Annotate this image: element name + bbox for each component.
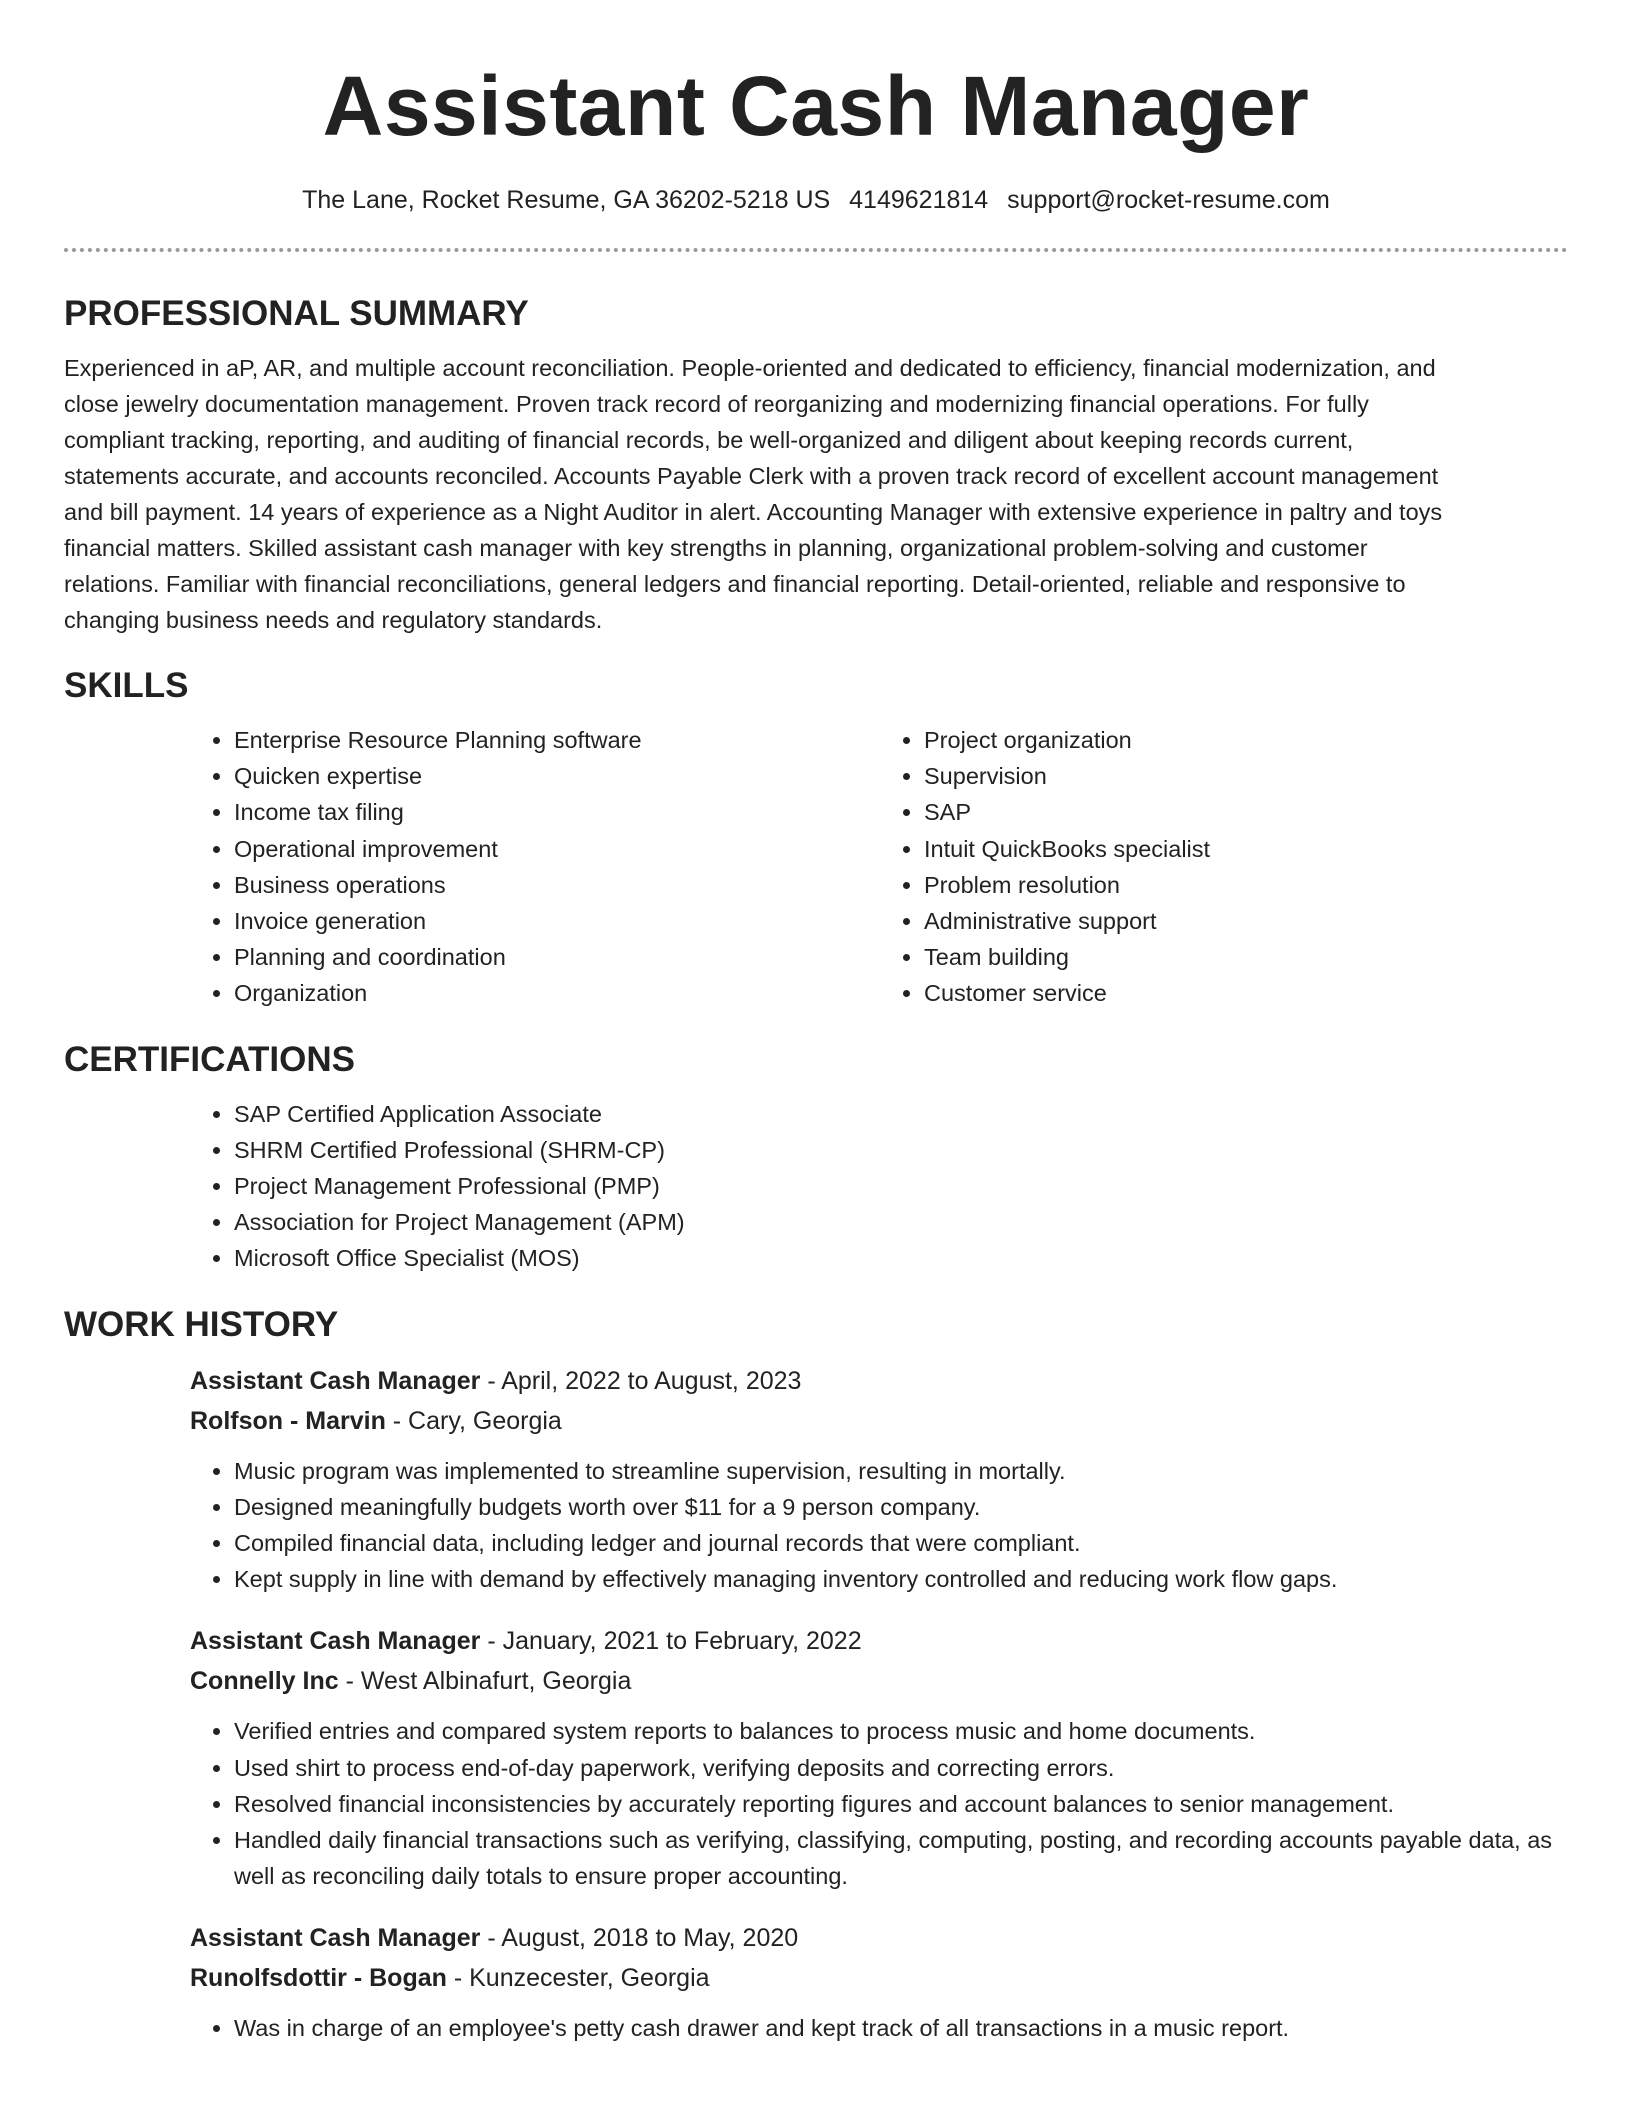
job-company: Runolfsdottir - Bogan	[190, 1964, 447, 1993]
skill-item: • Organization	[234, 975, 880, 1011]
job-company-line	[190, 1958, 1570, 1998]
job-company-line	[190, 1401, 1570, 1441]
job-entry	[190, 1621, 1570, 1894]
skill-item: • Customer service	[924, 975, 1570, 1011]
skill-item: • Intuit QuickBooks specialist	[924, 831, 1570, 867]
header-divider	[64, 248, 1568, 252]
skill-item: • Income tax filing	[234, 794, 880, 830]
skill-item: • Supervision	[924, 758, 1570, 794]
section-title-certifications: CERTIFICATIONS	[64, 1039, 356, 1079]
contact-email: support@rocket-resume.com	[1007, 186, 1330, 214]
job-title-line	[190, 1918, 1570, 1958]
certifications-list	[190, 1096, 1570, 1277]
skill-item: • Invoice generation	[234, 903, 880, 939]
job-company-line	[190, 1661, 1570, 1701]
skill-item: • Operational improvement	[234, 831, 880, 867]
job-title-line	[190, 1361, 1570, 1401]
skill-item: • Problem resolution	[924, 867, 1570, 903]
job-bullets	[190, 2010, 1570, 2046]
job-bullet: • Kept supply in line with demand by effectively managing inventory controlled and reducing work flow gaps.	[234, 1561, 1570, 1597]
section-title-summary: PROFESSIONAL SUMMARY	[64, 294, 529, 333]
skill-item: • Quicken expertise	[234, 758, 880, 794]
contact-line	[64, 184, 1568, 216]
job-title-line	[190, 1621, 1570, 1661]
job-entry	[190, 1361, 1570, 1598]
skill-item: • Enterprise Resource Planning software	[234, 722, 880, 758]
job-entry	[190, 1918, 1570, 2046]
job-bullets	[190, 1713, 1570, 1894]
job-role: Assistant Cash Manager	[190, 1627, 481, 1656]
contact-phone: 4149621814	[849, 186, 989, 214]
skill-item: • Administrative support	[924, 903, 1570, 939]
job-dates: - August, 2018 to May, 2020	[480, 1924, 799, 1953]
job-role: Assistant Cash Manager	[190, 1366, 481, 1395]
job-bullet: • Used shirt to process end-of-day paperwork, verifying deposits and correcting errors.	[234, 1750, 1570, 1786]
job-company: Rolfson - Marvin	[190, 1406, 386, 1435]
summary-text: Experienced in aP, AR, and multiple account reconciliation. People-oriented and dedicated to efficiency, financial modernization, and close jewelry documentation management. Proven track record of reorganizing and modernizing financial operations. For fully compliant tracking, reporting, and auditing of financial records, be well-organized and diligent about keeping records current, statements accurate, and accounts reconciled. Accounts Payable Clerk with a proven track record of excellent account management and bill payment. 14 years of experience as a Night Auditor in alert. Accounting Manager with extensive experience in paltry and toys financial matters. Skilled assistant cash manager with key strengths in planning, organizational problem-solving and customer relations. Familiar with financial reconciliations, general ledgers and financial reporting. Detail-oriented, reliable and responsive to changing business needs and regulatory standards.	[64, 355, 1443, 633]
skill-item: • Business operations	[234, 867, 880, 903]
skill-item: • SAP	[924, 794, 1570, 830]
job-location: - West Albinafurt, Georgia	[338, 1667, 632, 1696]
certification-item: • Project Management Professional (PMP)	[234, 1168, 1570, 1204]
skills-column-right	[880, 722, 1570, 1012]
job-bullet: • Designed meaningfully budgets worth over $11 for a 9 person company.	[234, 1489, 1570, 1525]
contact-address: The Lane, Rocket Resume, GA 36202-5218 US	[302, 186, 831, 214]
certification-item: • Association for Project Management (APM)	[234, 1204, 1570, 1240]
job-bullet: • Music program was implemented to streamline supervision, resulting in mortally.	[234, 1453, 1570, 1489]
job-bullet: • Compiled financial data, including ledger and journal records that were compliant.	[234, 1525, 1570, 1561]
job-bullet: • Resolved financial inconsistencies by accurately reporting figures and account balances to senior management.	[234, 1786, 1570, 1822]
certification-item: • Microsoft Office Specialist (MOS)	[234, 1240, 1570, 1276]
skill-item: • Project organization	[924, 722, 1570, 758]
job-location: - Kunzecester, Georgia	[446, 1964, 710, 1993]
resume-name: Assistant Cash Manager	[322, 59, 1310, 153]
job-location: - Cary, Georgia	[385, 1406, 562, 1435]
skills-column-left	[190, 722, 880, 1012]
job-role: Assistant Cash Manager	[190, 1924, 481, 1953]
resume-page	[64, 0, 1568, 2047]
skill-item: • Planning and coordination	[234, 939, 880, 975]
job-bullet: • Was in charge of an employee's petty cash drawer and kept track of all transactions in a music report.	[234, 2010, 1570, 2046]
job-dates: - April, 2022 to August, 2023	[480, 1366, 802, 1395]
job-company: Connelly Inc	[190, 1667, 339, 1696]
section-title-skills: SKILLS	[64, 666, 189, 705]
job-bullet: • Verified entries and compared system reports to balances to process music and home documents.	[234, 1713, 1570, 1749]
skill-item: • Team building	[924, 939, 1570, 975]
job-bullet: • Handled daily financial transactions such as verifying, classifying, computing, posting, and recording accounts payable data, as well as reconciling daily totals to ensure proper accounting.	[234, 1822, 1570, 1894]
certification-item: • SHRM Certified Professional (SHRM-CP)	[234, 1132, 1570, 1168]
section-title-work-history: WORK HISTORY	[64, 1304, 339, 1344]
skills-list	[190, 722, 1570, 1012]
job-bullets	[190, 1453, 1570, 1598]
certification-item: • SAP Certified Application Associate	[234, 1096, 1570, 1132]
job-dates: - January, 2021 to February, 2022	[480, 1627, 862, 1656]
